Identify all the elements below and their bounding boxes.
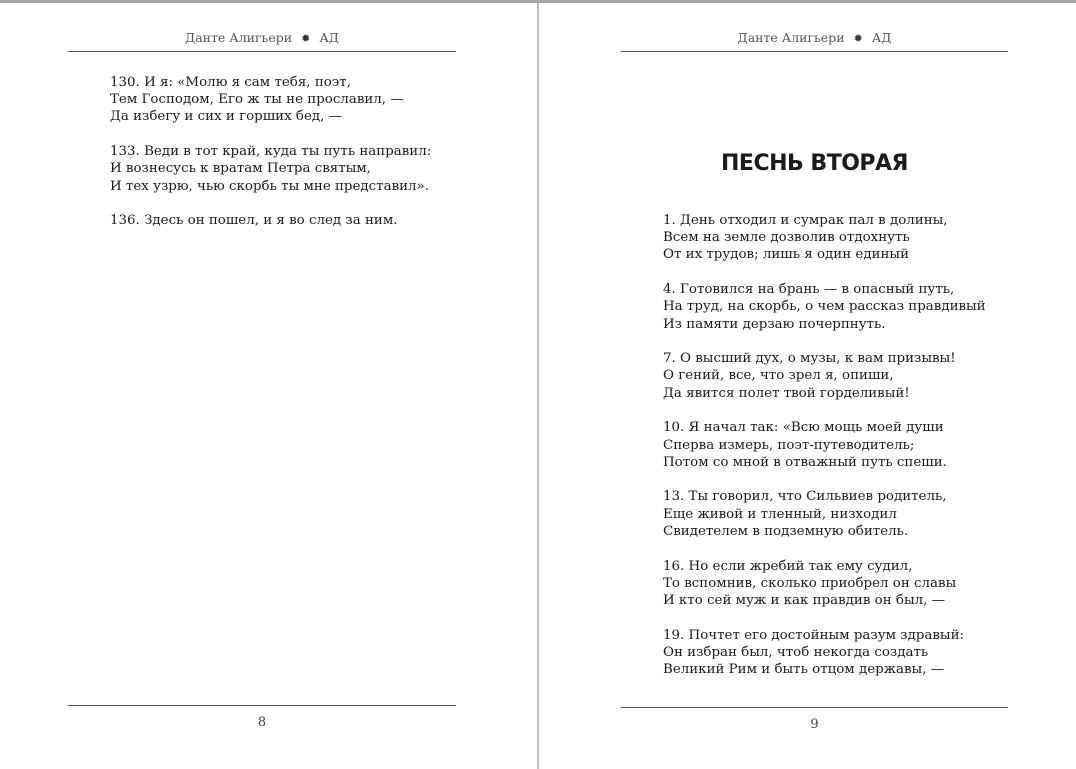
stanza (110, 212, 431, 229)
stanza (110, 143, 431, 195)
stanza (663, 419, 986, 471)
running-head-book: АД (319, 30, 339, 45)
left-page (0, 3, 537, 769)
ornament-icon: ✹ (853, 32, 863, 45)
stanza (663, 350, 986, 402)
right-page (539, 3, 1076, 769)
footer-rule (621, 707, 1008, 708)
stanza (663, 627, 986, 679)
verse-line: 4. Готовился на брань — в опасный путь, (663, 282, 955, 298)
verse-line: И тех узрю, чью скорбь ты мне представил». (110, 178, 429, 194)
page-number: 9 (810, 717, 819, 732)
stanza (663, 488, 986, 540)
footer-rule (68, 705, 456, 706)
verse-line: 1. День отходил и сумрак пал в долины, (663, 213, 948, 228)
verse-line: И вознесусь к вратам Петра святым, (110, 161, 371, 177)
running-head-book: АД (871, 30, 892, 45)
verse-line: 133. Веди в тот край, куда ты путь направил: (110, 144, 432, 160)
verse-line: Еще живой и тленный, низходил (663, 506, 897, 522)
header-rule (68, 51, 456, 52)
verse-line: 130. И я: «Молю я сам тебя, поэт, (110, 75, 351, 90)
verse-line: 7. О высший дух, о музы, к вам призывы! (663, 351, 956, 367)
verse-line: 10. Я начал так: «Всю мощь моей души (663, 420, 944, 436)
page-number: 8 (257, 715, 267, 730)
verse-line: Потом со мной в отважный путь спеши. (663, 454, 947, 470)
verse-line: Сперва измерь, поэт-путеводитель; (663, 437, 915, 453)
stanza (663, 558, 986, 610)
verse-line: Да явится полет твой горделивый! (663, 385, 910, 401)
running-head-author: Данте Алигьери (185, 30, 293, 45)
stanza-list (110, 74, 431, 247)
verse-line: О гений, все, что зрел я, опиши, (663, 368, 894, 384)
verse-line: Всем на земле дозволив отдохнуть (663, 230, 910, 246)
verse-line: Свидетелем в подземную обитель. (663, 523, 909, 539)
verse-line: И кто сей муж и как правдив он был, — (663, 592, 946, 608)
verse-line: 19. Почтет его достойным разум здравый: (663, 627, 965, 643)
canto-title: ПЕСНЬ ВТОРАЯ (721, 151, 908, 176)
running-head-author: Данте Алигьери (737, 30, 845, 45)
verse-line: 13. Ты говорил, что Сильвиев родитель, (663, 489, 947, 505)
verse-line: На труд, на скорбь, о чем рассказ правдивый (663, 299, 986, 315)
verse-line: От их трудов; лишь я один единый (663, 247, 909, 263)
verse-line: 16. Но если жребий так ему судил, (663, 558, 913, 574)
ornament-icon: ✹ (301, 32, 311, 45)
running-head (621, 29, 1008, 47)
verse-line: 136. Здесь он пошел, и я во след за ним. (110, 213, 398, 229)
stanza (110, 74, 431, 126)
verse-line: Великий Рим и быть отцом державы, — (663, 662, 945, 678)
verse-line: Тем Господом, Его ж ты не прославил, — (110, 92, 404, 108)
stanza-list (663, 212, 986, 696)
stanza (663, 281, 986, 333)
verse-line: Он избран был, чтоб некогда создать (663, 644, 929, 660)
header-rule (621, 51, 1008, 52)
stanza (663, 212, 986, 264)
verse-line: Да избегу и сих и горших бед, — (110, 109, 343, 125)
verse-line: Из памяти дерзаю почерпнуть. (663, 316, 886, 332)
verse-line: То вспомнив, сколько приобрел он славы (663, 575, 957, 591)
running-head (68, 29, 456, 47)
